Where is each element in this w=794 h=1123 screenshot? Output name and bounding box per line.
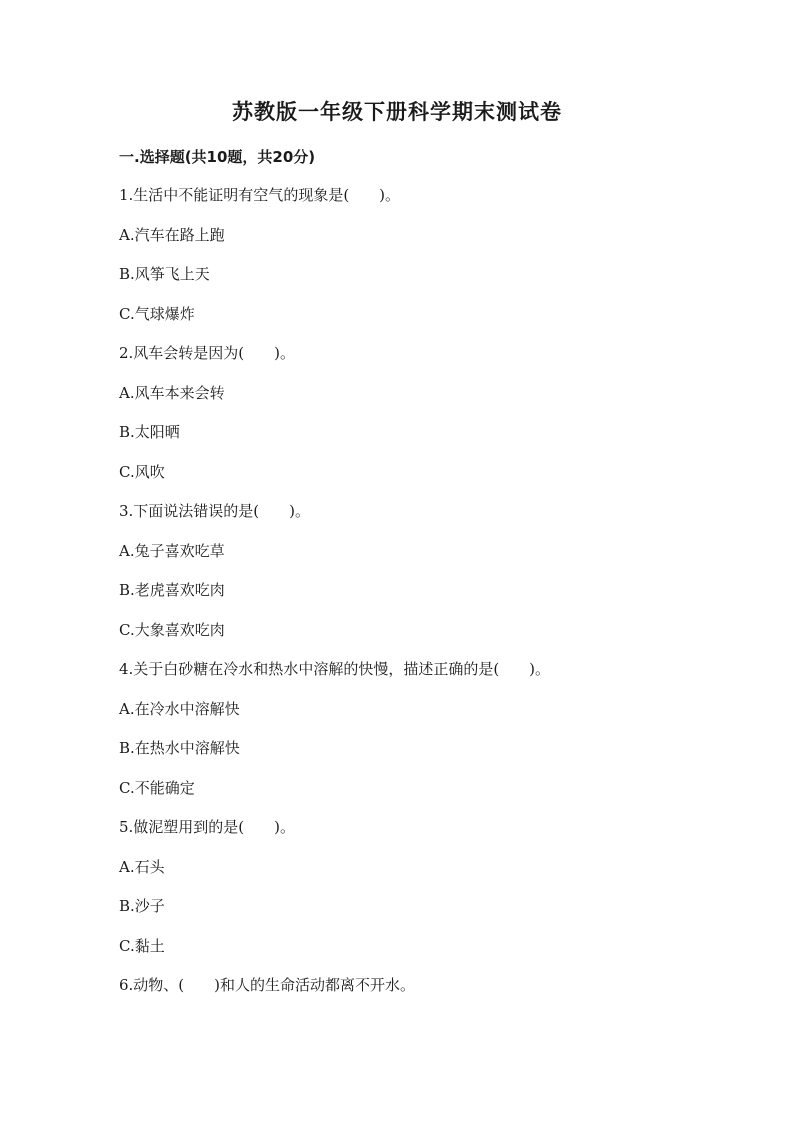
- question-stem: 6.动物、( )和人的生命活动都离不开水。: [119, 976, 416, 994]
- option-b: B.沙子: [119, 897, 165, 915]
- question-stem: 5.做泥塑用到的是( )。: [119, 818, 296, 836]
- option-b: B.风筝飞上天: [119, 265, 210, 283]
- question-stem: 3.下面说法错误的是( )。: [119, 502, 311, 520]
- option-a: A.石头: [119, 857, 165, 876]
- question-stem: 4.关于白砂糖在冷水和热水中溶解的快慢，描述正确的是( )。: [119, 660, 551, 678]
- option-a: A.兔子喜欢吃草: [119, 541, 225, 560]
- option-c: C.不能确定: [119, 778, 195, 797]
- question-list: [119, 184, 719, 1014]
- option-c: C.气球爆炸: [119, 304, 195, 323]
- question-stem: 1.生活中不能证明有空气的现象是( )。: [119, 186, 401, 204]
- option-c: C.黏土: [119, 936, 165, 955]
- question-stem: 2.风车会转是因为( )。: [119, 344, 296, 362]
- option-b: B.在热水中溶解快: [119, 739, 240, 757]
- option-c: C.大象喜欢吃肉: [119, 620, 225, 639]
- page-title: 苏教版一年级下册科学期末测试卷: [232, 99, 562, 124]
- option-b: B.太阳晒: [119, 423, 180, 441]
- option-a: A.在冷水中溶解快: [119, 699, 240, 718]
- option-c: C.风吹: [119, 462, 165, 481]
- option-b: B.老虎喜欢吃肉: [119, 581, 225, 599]
- option-a: A.风车本来会转: [119, 383, 225, 402]
- section-heading: 一.选择题(共10题，共20分): [119, 148, 316, 166]
- option-a: A.汽车在路上跑: [119, 225, 225, 244]
